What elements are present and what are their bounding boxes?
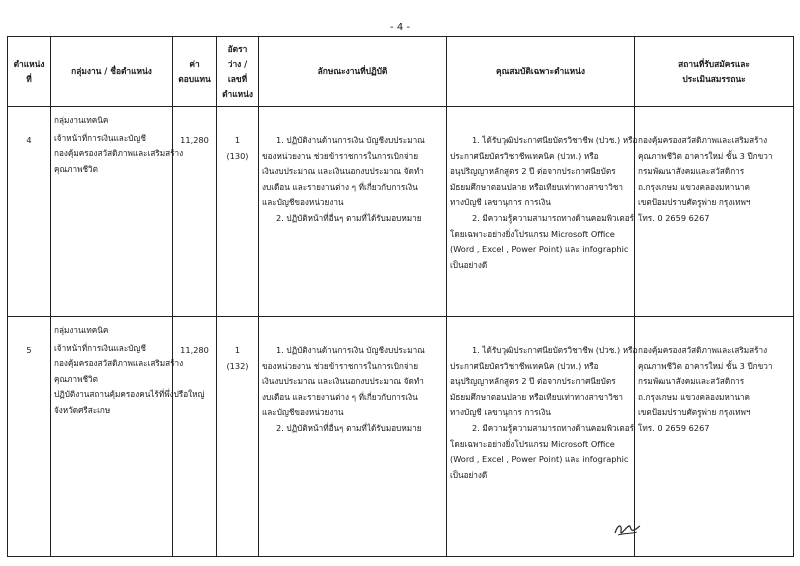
row-duties: 1. ปฏิบัติงานด้านการเงิน บัญชีงบประมาณ ของหน่วยงาน ช่วยข้าราชการในการเบิกจ่าย เงินงบประมาณ และเงินนอกงบประมาณ จัดทำ งบเดือน และรายงานต่าง ๆ ที่เกี่ยวกับการเงิน และบัญชีของหน่วยงาน 2. ปฏิบัติหน้าที่อื่นๆ ตามที่ได้รับมอบหมาย: [259, 107, 447, 317]
row-qualifications: 1. ได้รับวุฒิประกาศนียบัตรวิชาชีพ (ปวช.) หรือ ประกาศนียบัตรวิชาชีพเทคนิค (ปวท.) หรือ อนุปริญญาหลักสูตร 2 ปี ต่อจากประกาศนียบัตร มัธยมศึกษาตอนปลาย หรือเทียบเท่าทางสาขาวิชา ทางบัญชี เลขานุการ การเงิน 2. มีความรู้ความสามารถทางด้านคอมพิวเตอร์ โดยเฉพาะอย่างยิ่งโปรแกรม Microsoft Office (Word , Excel , Power Point) และ infographic เป็นอย่างดี: [447, 107, 635, 317]
row-vacancy: 1 (132): [217, 317, 259, 557]
table-row: [8, 317, 794, 557]
table-header-row: [8, 37, 794, 107]
job-positions-table: [7, 36, 794, 557]
row-location: กองคุ้มครองสวัสดิภาพและเสริมสร้าง คุณภาพชีวิต อาคารใหม่ ชั้น 3 ปีกขวา กรมพัฒนาสังคมและสวัสดิการ ถ.กรุงเกษม แขวงคลองมหานาค เขตป้อมปราบศัตรูพ่าย กรุงเทพฯ โทร. 0 2659 6267: [635, 107, 794, 317]
group-name: กลุ่มงานเทคนิค: [54, 325, 109, 335]
row-position: กลุ่มงานเทคนิค เจ้าหน้าที่การเงินและบัญชี กองคุ้มครองสวัสดิภาพและเสริมสร้าง คุณภาพชีวิต ปฏิบัติงานสถานคุ้มครองคนไร้ที่พึ่งปรือใหญ่ จังหวัดศรีสะเกษ: [51, 317, 173, 557]
row-seq: 5: [8, 317, 51, 557]
row-seq: 4: [8, 107, 51, 317]
row-position: กลุ่มงานเทคนิค เจ้าหน้าที่การเงินและบัญชี กองคุ้มครองสวัสดิภาพและเสริมสร้าง คุณภาพชีวิต: [51, 107, 173, 317]
table-row: [8, 107, 794, 317]
header-qualifications: คุณสมบัติเฉพาะตำแหน่ง: [447, 37, 635, 107]
group-name: กลุ่มงานเทคนิค: [54, 115, 109, 125]
row-salary: 11,280: [173, 107, 217, 317]
signature-mark: [612, 518, 642, 540]
header-vacancy: อัตรา ว่าง / เลขที่ ตำแหน่ง: [217, 37, 259, 107]
header-group: กลุ่มงาน / ชื่อตำแหน่ง: [51, 37, 173, 107]
row-salary: 11,280: [173, 317, 217, 557]
row-location: กองคุ้มครองสวัสดิภาพและเสริมสร้าง คุณภาพชีวิต อาคารใหม่ ชั้น 3 ปีกขวา กรมพัฒนาสังคมและสวัสดิการ ถ.กรุงเกษม แขวงคลองมหานาค เขตป้อมปราบศัตรูพ่าย กรุงเทพฯ โทร. 0 2659 6267: [635, 317, 794, 557]
header-seq: ตำแหน่ง ที่: [8, 37, 51, 107]
page-number: - 4 -: [390, 22, 410, 33]
row-vacancy: 1 (130): [217, 107, 259, 317]
header-location: สถานที่รับสมัครและ ประเมินสมรรถนะ: [635, 37, 794, 107]
row-qualifications: 1. ได้รับวุฒิประกาศนียบัตรวิชาชีพ (ปวช.) หรือ ประกาศนียบัตรวิชาชีพเทคนิค (ปวท.) หรือ อนุปริญญาหลักสูตร 2 ปี ต่อจากประกาศนียบัตร มัธยมศึกษาตอนปลาย หรือเทียบเท่าทางสาขาวิชา ทางบัญชี เลขานุการ การเงิน 2. มีความรู้ความสามารถทางด้านคอมพิวเตอร์ โดยเฉพาะอย่างยิ่งโปรแกรม Microsoft Office (Word , Excel , Power Point) และ infographic เป็นอย่างดี: [447, 317, 635, 557]
header-salary: ค่า ตอบแทน: [173, 37, 217, 107]
row-duties: 1. ปฏิบัติงานด้านการเงิน บัญชีงบประมาณ ของหน่วยงาน ช่วยข้าราชการในการเบิกจ่าย เงินงบประมาณ และเงินนอกงบประมาณ จัดทำ งบเดือน และรายงานต่าง ๆ ที่เกี่ยวกับการเงิน และบัญชีของหน่วยงาน 2. ปฏิบัติหน้าที่อื่นๆ ตามที่ได้รับมอบหมาย: [259, 317, 447, 557]
header-duties: ลักษณะงานที่ปฏิบัติ: [259, 37, 447, 107]
